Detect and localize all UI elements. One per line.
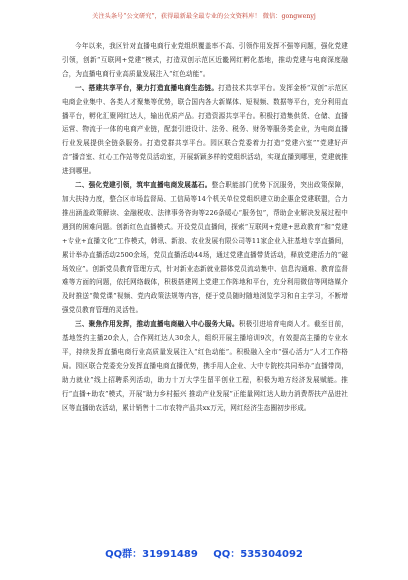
qq-number: QQ：535304092 — [213, 549, 303, 560]
section-heading: 二、强化党建引领，筑牢直播电商发展基石。 — [75, 181, 212, 190]
footer-contact — [0, 545, 408, 560]
header-banner: 关注头条号“公文研究”，获得最新最全最专业的公文资料库！ 微信：gongwenyj — [92, 13, 316, 20]
paragraph-text: 积极引进培育电商人才。截至目前，基地签约主播20余人，合作网红达人30余人，组织开展主播培训9次，有效提高主播的专业水平，持续发挥直播电商行业高质量发展注入“红色动能”。积极融入全市“强心活力”人才工作格局。园区联合党委充分发挥直播电商直播优势，携手用人企业、大中专院校共同举办“直播带岗，助力就业”线上招聘系列活动，助力十万大学生留平创业工程，积极为地方经济发展赋能。推行“直播+助农”模式，开展“助力乡村振兴 推动产业发展”正能量网红达人助力消费帮扶产品进社区等直播助农活动，累计销售十二市农特产品共xx万元，网红经济生态圈初步形成。 — [62, 320, 348, 412]
paragraph-text: 整合职能部门优势下沉服务，突出政策保障，加大扶持力度，整合区市场监督局、工信局等14个机关单位党组织建立助企惠企党建联盟，合力推出涵盖政策解读、金融税收、法律事务咨询等226条暖心“服务包”，帮助企业解决发展过程中遇到的困难问题。创新红色直播模式。开设党员直播间，探索“互联网+党建+思政教育”和“党建+专业+直播文化”工作模式，韩讯、新浪、农业发展有限公司等11家企业入驻基地专享直播间，累计举办直播活动2500余场，党员直播活动44场，通过党建直播带货活动，释放党建活力的“磁场效应”。创新党员教育管理方式，针对新业态新就业群体党员流动集中、信息沟通难、教育监督难等方面的问题，依托网络载体，积极搭建网上党建工作阵地和平台，充分利用微信等网络媒介及时推送“微党课”视频、党内政策法规等内容，便于党员随时随地浏览学习和自主学习，不断增强党员教育管理的灵活性。 — [62, 181, 349, 315]
paragraph-text: 打造技术共享平台。发挥金桥“双创”示范区电商企业集中、各类人才聚集等优势，联合国内各大新媒体、短视频、数据等平台，充分利用直播平台，孵化汇聚网红达人，输出优质产品。打造资源共享平台。积极打造集供货、仓储、直播运营、物流于一体的电商产业链，配套引进设计、法务、税务、财务等服务类企业，为电商直播行业发展提供全链条服务。打造党群共享平台。园区联合党委着力打造“党建六室”“党建好声音”播音室、红心工作站等党员活动室，开展新颖多样的党组织活动，实现直播到哪里，党建就推进到哪里。 — [62, 83, 348, 176]
section-heading: 三、聚焦作用发挥，推动直播电商融入中心服务大局。 — [75, 320, 239, 329]
paragraph-intro — [62, 40, 348, 82]
section-heading: 一、搭建共享平台，聚力打造直播电商生态链。 — [75, 83, 219, 92]
paragraph-text: 今年以来，我区针对直播电商行业党组织覆盖率不高、引领作用发挥不强等问题，强化党建引领，创新“互联网+党建”模式，打造双创示范区近畿网红孵化基地，推动党建与电商深度融合，为直播电商行业高质量发展注入“红色动能”。 — [62, 42, 348, 78]
paragraph-section-3 — [62, 318, 348, 415]
qq-group-number: QQ群：31991489 — [105, 549, 198, 560]
paragraph-section-2 — [62, 179, 348, 318]
paragraph-section-1 — [62, 82, 348, 179]
document-body — [62, 40, 348, 415]
